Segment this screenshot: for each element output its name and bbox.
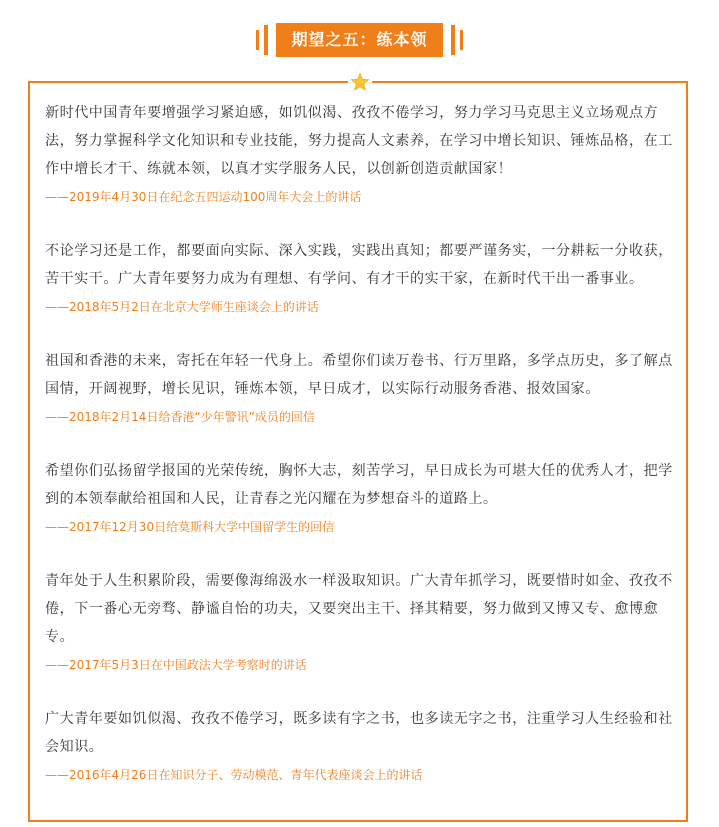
quote-entry <box>45 347 680 429</box>
header-right-bar-outer <box>460 30 463 50</box>
header-left-bar-inner <box>264 25 268 55</box>
star-icon <box>350 72 370 92</box>
quote-text: 祖国和香港的未来，寄托在年轻一代身上。希望你们读万卷书、行万里路，多学点历史，多了解点国情，开阔视野，增长见识，锤炼本领，早日成才，以实际行动服务香港、报效国家。 <box>45 353 673 397</box>
quote-entry <box>45 705 680 787</box>
quote-source: ——2016年4月26日在知识分子、劳动模范、青年代表座谈会上的讲话 <box>45 768 423 782</box>
quote-list <box>45 99 680 815</box>
quote-text: 青年处于人生积累阶段，需要像海绵汲水一样汲取知识。广大青年抓学习，既要惜时如金、孜孜不倦，下一番心无旁骛、静谧自怡的功夫，又要突出主干、择其精要，努力做到又博又专、愈博愈专。 <box>45 573 673 645</box>
quote-source: ——2017年5月3日在中国政法大学考察时的讲话 <box>45 658 307 672</box>
quote-entry <box>45 457 680 539</box>
quote-entry <box>45 99 680 209</box>
divider-star <box>348 72 372 94</box>
section-title: 期望之五：练本领 <box>276 23 443 57</box>
quote-entry <box>45 237 680 319</box>
quote-source: ——2018年5月2日在北京大学师生座谈会上的讲话 <box>45 300 319 314</box>
quote-entry <box>45 567 680 677</box>
quote-text: 希望你们弘扬留学报国的光荣传统，胸怀大志，刻苦学习，早日成长为可堪大任的优秀人才，把学到的本领奉献给祖国和人民，让青春之光闪耀在为梦想奋斗的道路上。 <box>45 463 673 507</box>
quote-text: 广大青年要如饥似渴、孜孜不倦学习，既多读有字之书，也多读无字之书，注重学习人生经验和社会知识。 <box>45 711 673 755</box>
quote-source: ——2019年4月30日在纪念五四运动100周年大会上的讲话 <box>45 190 362 204</box>
quote-source: ——2017年12月30日给莫斯科大学中国留学生的回信 <box>45 520 335 534</box>
header-right-bar-inner <box>451 25 455 55</box>
quote-source: ——2018年2月14日给香港“少年警讯”成员的回信 <box>45 410 315 424</box>
section-header <box>0 20 719 60</box>
quote-text: 不论学习还是工作，都要面向实际、深入实践，实践出真知；都要严谨务实，一分耕耘一分收获，苦干实干。广大青年要努力成为有理想、有学问、有才干的实干家，在新时代干出一番事业。 <box>45 243 673 287</box>
quote-text: 新时代中国青年要增强学习紧迫感，如饥似渴、孜孜不倦学习，努力学习马克思主义立场观点方法，努力掌握科学文化知识和专业技能，努力提高人文素养，在学习中增长知识、锤炼品格，在工作中增长才干、练就本领，以真才实学服务人民，以创新创造贡献国家！ <box>45 105 673 177</box>
header-left-bar-outer <box>256 30 259 50</box>
